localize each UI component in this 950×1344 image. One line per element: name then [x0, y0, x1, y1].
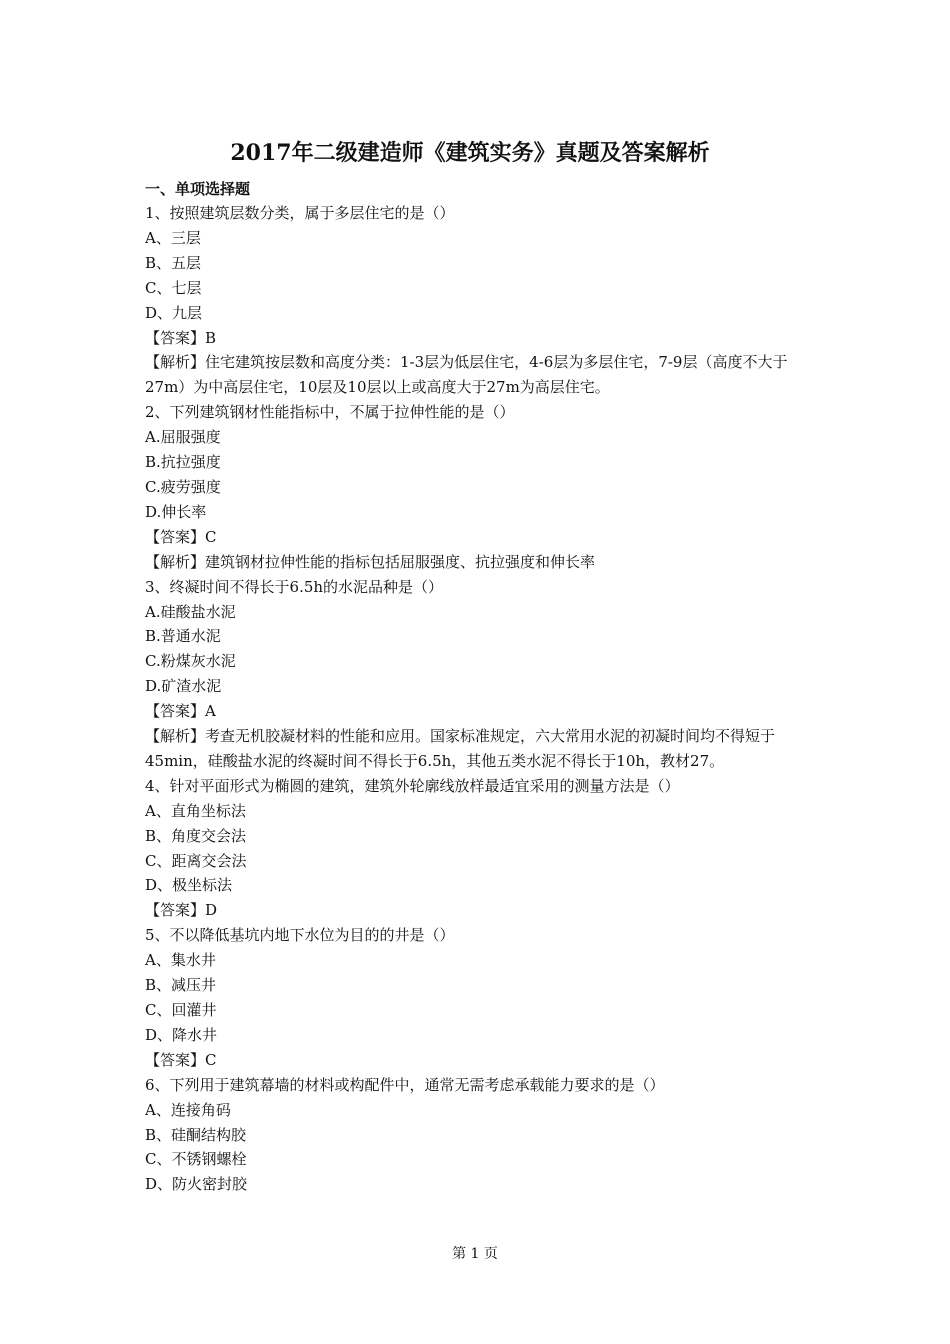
answer: 【答案】A — [145, 702, 216, 721]
option: D、九层 — [145, 303, 203, 322]
question-block — [145, 400, 805, 574]
question-block — [145, 774, 805, 923]
option: D.伸长率 — [145, 502, 207, 521]
option: B、硅酮结构胶 — [145, 1125, 247, 1144]
question-text: 5、不以降低基坑内地下水位为目的的井是（） — [145, 926, 455, 945]
option: D、降水井 — [145, 1025, 218, 1044]
option: C、回灌井 — [145, 1001, 217, 1019]
section-heading: 一、单项选择题 — [145, 180, 251, 198]
option: B、五层 — [145, 253, 202, 272]
option: B.普通水泥 — [145, 627, 221, 646]
question-block — [145, 201, 805, 400]
page-number: 第 1 页 — [452, 1246, 498, 1262]
question-block — [145, 1073, 805, 1198]
option: B、角度交会法 — [145, 826, 247, 845]
answer: 【答案】B — [145, 328, 217, 347]
option: B.抗拉强度 — [145, 453, 221, 472]
option: A.屈服强度 — [145, 428, 221, 447]
option: C、七层 — [145, 278, 202, 297]
analysis: 【解析】考查无机胶凝材料的性能和应用。国家标准规定，六大常用水泥的初凝时间均不得短于45min，硅酸盐水泥的终凝时间不得长于6.5h，其他五类水泥不得长于10h，教材27。 — [145, 727, 776, 770]
option: C、距离交会法 — [145, 851, 247, 870]
option: C.疲劳强度 — [145, 477, 221, 496]
answer: 【答案】C — [145, 527, 217, 546]
document-body — [145, 138, 805, 1197]
option: D.矿渣水泥 — [145, 677, 222, 696]
question-text: 6、下列用于建筑幕墙的材料或构配件中，通常无需考虑承载能力要求的是（） — [145, 1075, 665, 1094]
page-title: 2017年二级建造师《建筑实务》真题及答案解析 — [230, 140, 710, 166]
option: D、防火密封胶 — [145, 1175, 248, 1194]
question-text: 2、下列建筑钢材性能指标中，不属于拉伸性能的是（） — [145, 403, 515, 422]
analysis: 【解析】住宅建筑按层数和高度分类：1-3层为低层住宅，4-6层为多层住宅，7-9层（高度不大于27m）为中高层住宅，10层及10层以上或高度大于27m为高层住宅。 — [145, 353, 788, 397]
analysis: 【解析】建筑钢材拉伸性能的指标包括屈服强度、抗拉强度和伸长率 — [145, 552, 596, 571]
option: B、减压井 — [145, 976, 217, 995]
option: A、连接角码 — [145, 1100, 231, 1119]
question-text: 1、按照建筑层数分类，属于多层住宅的是（） — [145, 204, 455, 222]
question-block — [145, 923, 805, 1072]
answer: 【答案】C — [145, 1050, 217, 1069]
option: A、集水井 — [145, 951, 216, 970]
option: D、极坐标法 — [145, 876, 233, 895]
option: A、三层 — [145, 228, 201, 247]
question-text: 4、针对平面形式为椭圆的建筑，建筑外轮廓线放样最适宜采用的测量方法是（） — [145, 776, 680, 795]
option: C.粉煤灰水泥 — [145, 652, 236, 671]
option: A.硅酸盐水泥 — [145, 602, 236, 621]
question-block — [145, 575, 805, 774]
option: C、不锈钢螺栓 — [145, 1150, 247, 1169]
option: A、直角坐标法 — [145, 801, 246, 820]
answer: 【答案】D — [145, 901, 218, 920]
question-text: 3、终凝时间不得长于6.5h的水泥品种是（） — [145, 577, 444, 596]
